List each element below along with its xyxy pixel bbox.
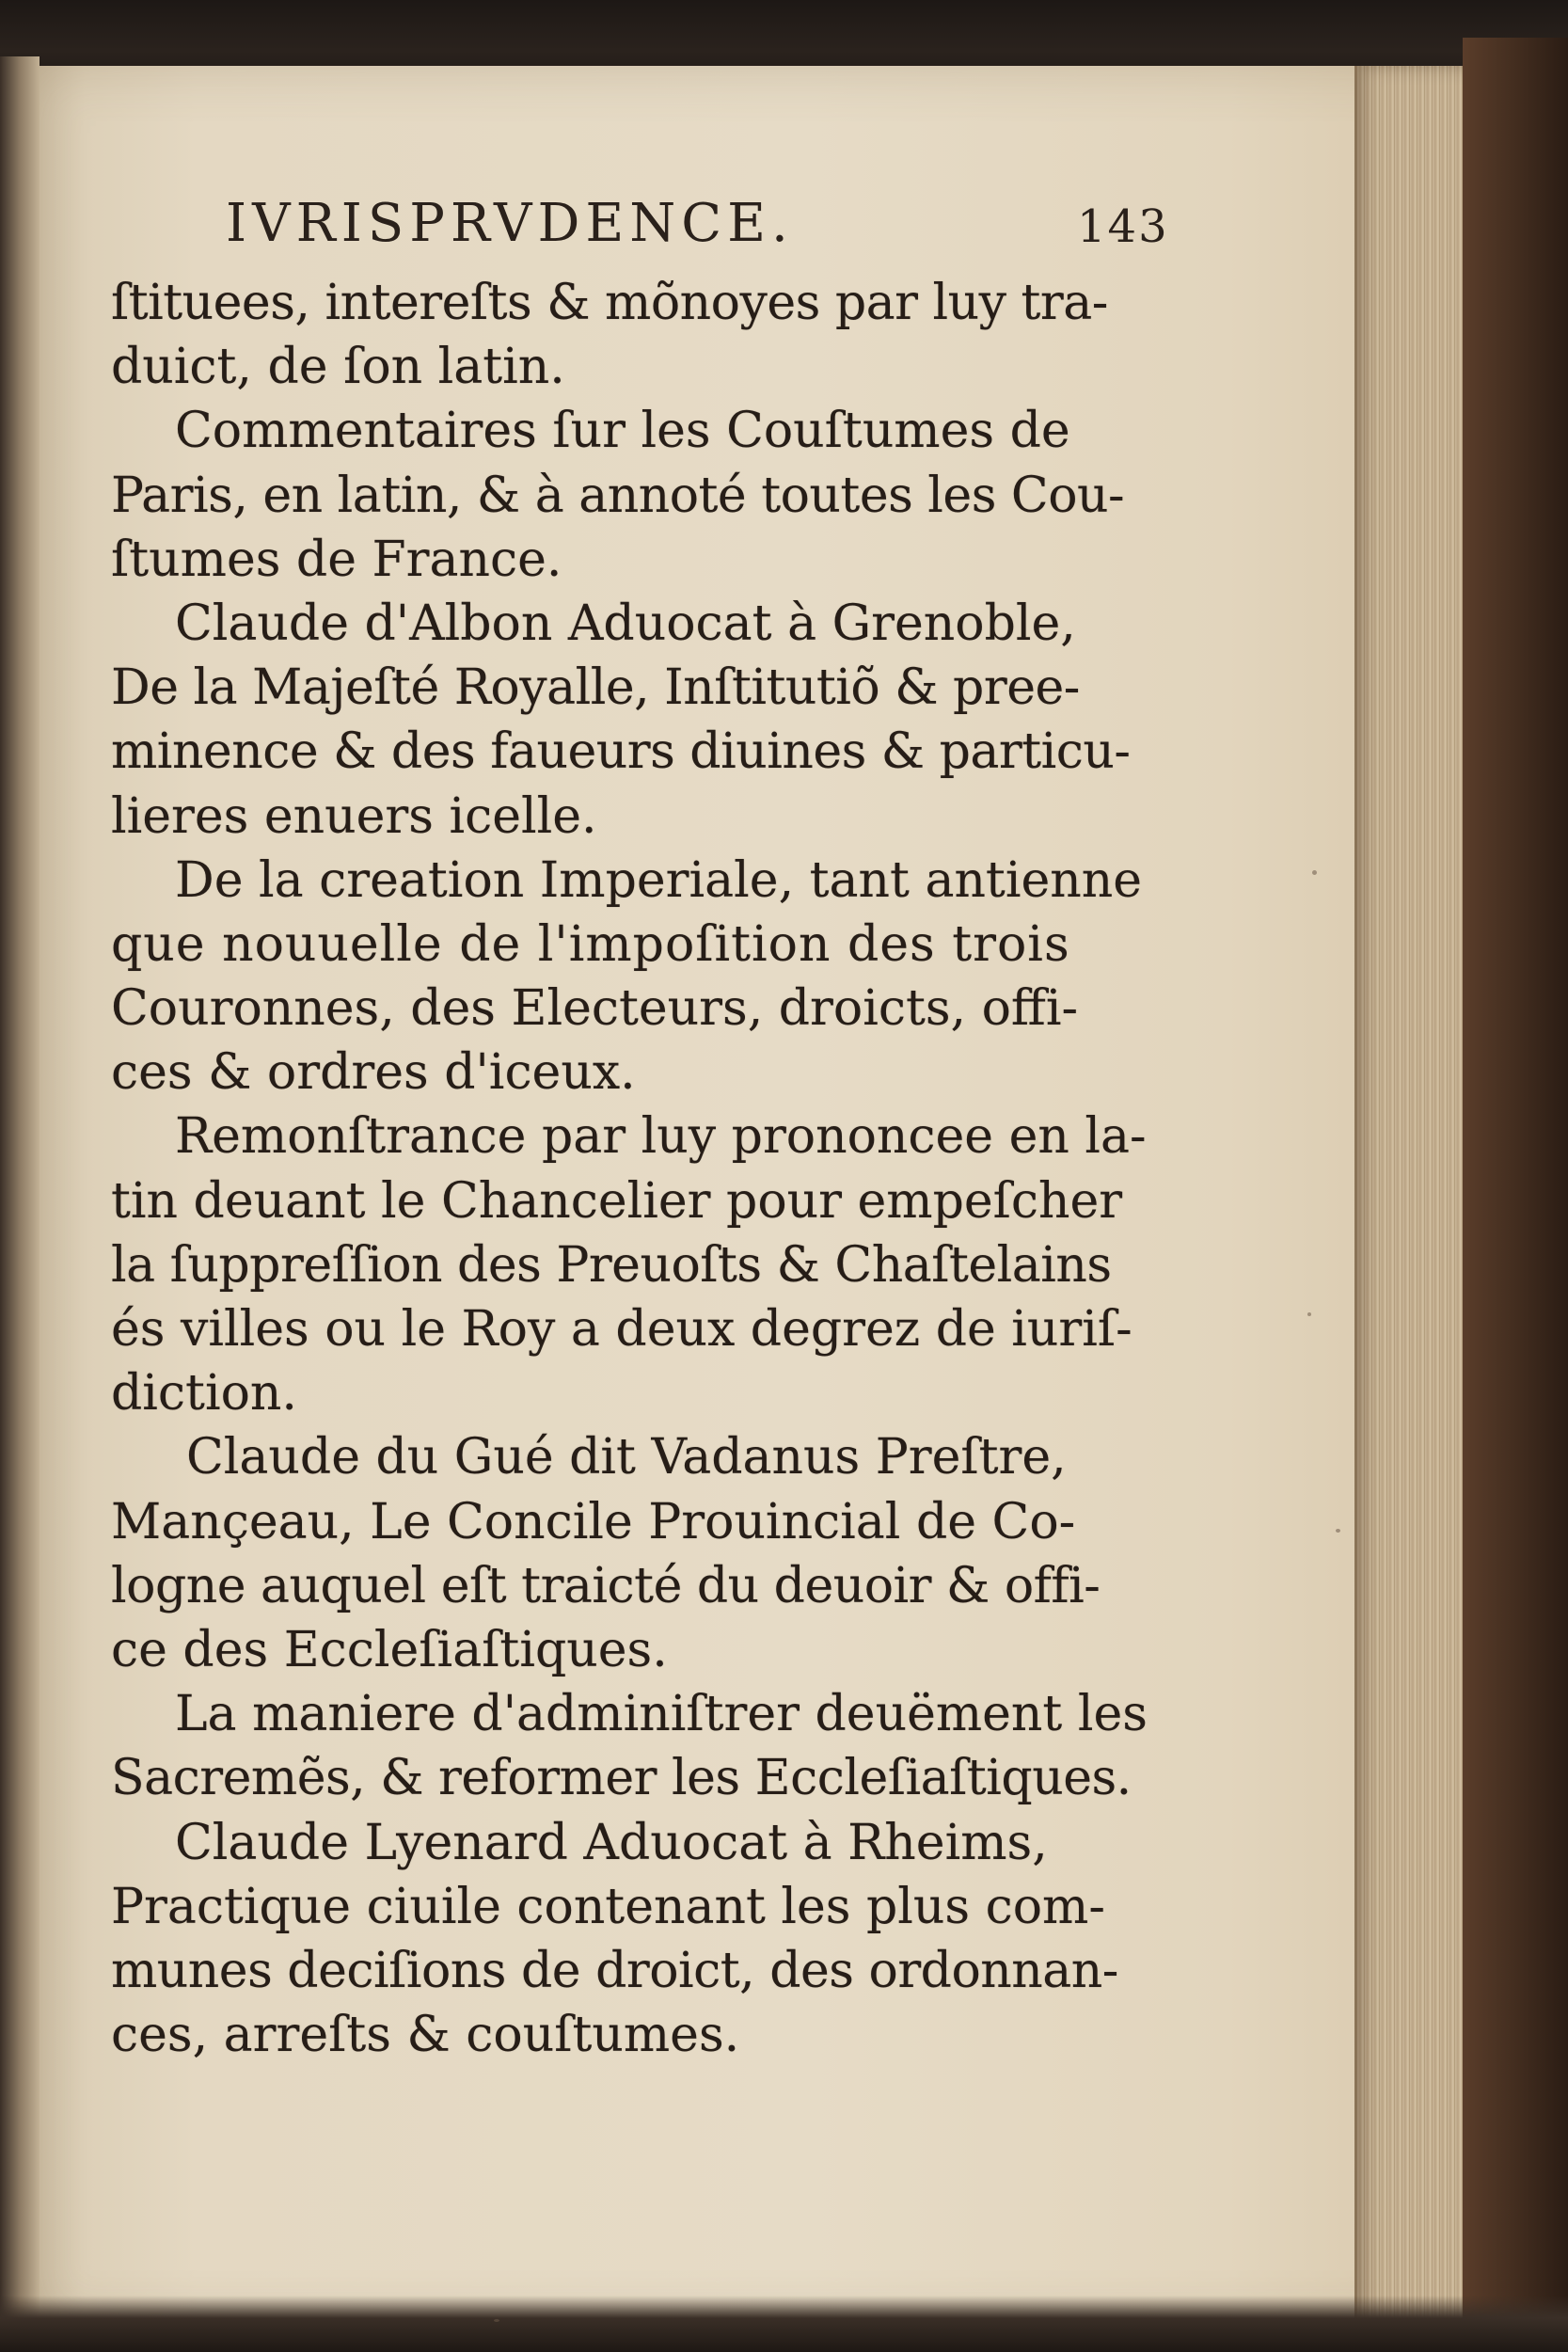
text-line: minence & des faueurs diuines & particu- (111, 723, 1131, 781)
paper-speck (494, 2319, 499, 2322)
text-line: la ſuppreſſion des Preuoſts & Chaſtelains (111, 1236, 1112, 1294)
running-head (226, 193, 1169, 259)
running-head-title: IVRISPRVDENCE. (226, 193, 794, 254)
text-line: ſtumes de France. (111, 531, 562, 588)
text-line: diction. (111, 1365, 297, 1422)
text-line: Paris, en latin, & à annoté toutes les Cou- (111, 467, 1125, 524)
gutter-shadow (0, 56, 40, 2352)
text-line: Couronnes, des Electeurs, droicts, offi- (111, 980, 1079, 1038)
text-line: ces & ordres d'iceux. (111, 1044, 636, 1102)
text-line: Commentaires ſur les Couſtumes de (175, 403, 1070, 460)
page-text (111, 271, 1148, 2067)
text-line: Claude du Gué dit Vadanus Preſtre, (186, 1429, 1067, 1486)
text-line: que nouuelle de l'impoſition des trois (111, 915, 1070, 973)
text-line: Sacremẽs, & reformer les Eccleſiaſtiques. (111, 1750, 1132, 1807)
book-cover-edge (1463, 38, 1568, 2352)
paper-speck (1307, 1312, 1311, 1316)
text-line: De la creation Imperiale, tant antienne (175, 851, 1142, 909)
fore-edge-page-stack (1354, 66, 1480, 2328)
text-line: Claude d'Albon Aduocat à Grenoble, (175, 595, 1076, 652)
text-line: ſtituees, intereſts & mõnoyes par luy tra- (111, 275, 1108, 331)
bottom-shadow-edge (0, 2296, 1568, 2352)
text-line: Remonſtrance par luy prononcee en la- (175, 1108, 1147, 1166)
text-line: Mançeau, Le Concile Prouincial de Co- (111, 1493, 1076, 1550)
text-line: ce des Eccleſiaſtiques. (111, 1621, 668, 1678)
text-line: és villes ou le Roy a deux degrez de iuriſ- (111, 1301, 1132, 1358)
text-line: Practique ciuile contenant les plus com- (111, 1878, 1105, 1935)
text-line: tin deuant le Chancelier pour empeſcher (111, 1172, 1123, 1230)
page-number: 143 (1077, 200, 1169, 253)
text-line: ces, arreſts & couſtumes. (111, 2007, 740, 2064)
text-line: munes deciſions de droict, des ordonnan- (111, 1942, 1118, 1999)
text-line: lieres enuers icelle. (111, 787, 597, 845)
text-line: duict, de ſon latin. (111, 339, 565, 396)
paper-speck (1312, 870, 1317, 875)
text-line: logne auquel eſt traicté du deuoir & offi- (111, 1557, 1101, 1614)
text-line: De la Majeſté Royalle, Inſtitutiõ & pree- (111, 660, 1080, 717)
text-line: La maniere d'adminiſtrer deuëment les (175, 1686, 1148, 1743)
text-line: Claude Lyenard Aduocat à Rheims, (175, 1814, 1048, 1871)
paper-speck (1336, 1529, 1340, 1533)
